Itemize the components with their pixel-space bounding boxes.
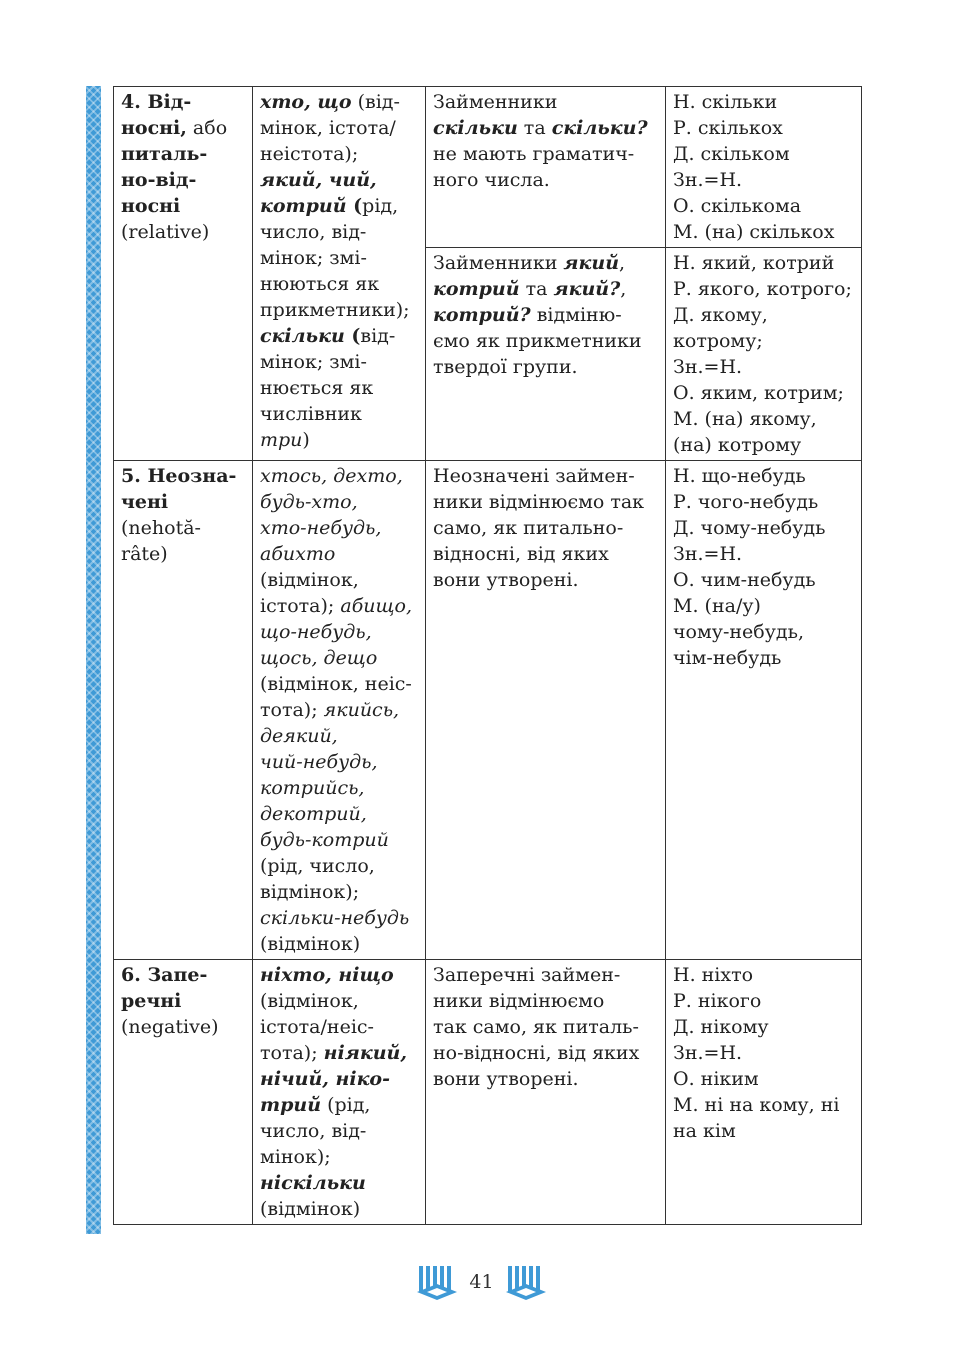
- text-run: (рід, число, відмінок);: [260, 855, 375, 903]
- table-row: [114, 461, 862, 960]
- declension-forms-cell: [666, 87, 862, 248]
- text-run: (відмінок): [260, 1198, 361, 1220]
- pronouns-cell: [253, 87, 426, 461]
- text-run: (від- мінок, істота/ неістота);: [260, 91, 400, 165]
- text-run: який, чий, котрий: [260, 169, 377, 217]
- text-run: питаль- но-від- носні: [121, 143, 208, 217]
- text-run: та: [517, 117, 552, 139]
- text-run: якийсь, деякий, чий-небудь, котрийсь, декотрий, будь-котрий: [260, 699, 400, 851]
- category-cell: [114, 461, 253, 960]
- text-run: хто, що: [260, 91, 352, 113]
- page-footer: [0, 1262, 963, 1302]
- table-row: [114, 960, 862, 1225]
- text-run: (nehotă- râte): [121, 517, 201, 565]
- pronoun-table: [113, 86, 862, 1225]
- pronouns-cell: [253, 461, 426, 960]
- category-cell: [114, 960, 253, 1225]
- text-run: Неозначені займен- ники відмінюємо так само, як питально- відносні, від яких вони утворені.: [433, 465, 645, 591]
- declension-forms-cell: [666, 461, 862, 960]
- text-run: абищо, що-небудь, щось, дещо: [260, 595, 413, 669]
- page-number: 41: [469, 1271, 494, 1293]
- text-run: (: [344, 325, 361, 347]
- declension-forms-cell: [666, 960, 862, 1225]
- text-run: Займенники: [433, 91, 558, 113]
- text-run: Н. що-небудь Р. чого-небудь Д. чому-небудь Зн.=Н. О. чим-небудь М. (на/у) чому-небудь, чім-небудь: [673, 465, 826, 669]
- text-run: ніскільки: [260, 1172, 366, 1194]
- embroidery-ornament-icon: [504, 1262, 548, 1302]
- text-run: (відмінок, істота/неіс- тота);: [260, 990, 374, 1064]
- note-cell: [426, 960, 666, 1225]
- text-run: або: [186, 117, 228, 139]
- text-run: скільки-небудь: [260, 907, 410, 929]
- text-run: ніякий, нічий, ніко- трий: [260, 1042, 407, 1116]
- table-row: [114, 87, 862, 248]
- decorative-side-stripe: [86, 86, 101, 1234]
- text-run: 5. Неозна- чені: [121, 465, 237, 513]
- text-run: ніхто, ніщо: [260, 964, 394, 986]
- text-run: 4. Від- носні,: [121, 91, 192, 139]
- text-run: рід, число, від- мінок; змі- нюються як прикметники);: [260, 195, 410, 321]
- text-run: Н. ніхто Р. нікого Д. нікому Зн.=Н. О. ніким М. ні на кому, ні на кім: [673, 964, 840, 1142]
- text-run: ,: [620, 278, 627, 300]
- text-run: від- мінок; змі- нюється як числівник: [260, 325, 396, 425]
- note-cell: [426, 248, 666, 461]
- text-run: Заперечні займен- ники відмінюємо так само, як питаль- но-відносні, від яких вони утворені.: [433, 964, 640, 1090]
- text-run: котрий?: [433, 304, 531, 326]
- text-run: та: [519, 278, 554, 300]
- text-run: (negative): [121, 1016, 219, 1038]
- text-run: (рід, число, від- мінок);: [260, 1094, 371, 1168]
- text-run: ,: [619, 252, 626, 274]
- text-run: (відмінок): [260, 933, 361, 955]
- text-run: ): [302, 429, 310, 451]
- text-run: не мають граматич- ного числа.: [433, 143, 635, 191]
- text-run: Н. який, котрий Р. якого, котрого; Д. якому, котрому; Зн.=Н. О. яким, котрим; М. (на) якому, (на) котрому: [673, 252, 852, 456]
- note-cell: [426, 461, 666, 960]
- text-run: три: [260, 429, 303, 451]
- note-cell: [426, 87, 666, 248]
- text-run: який?: [553, 278, 621, 300]
- text-run: котрий: [433, 278, 520, 300]
- text-run: хтось, дехто, будь-хто, хто-небудь, абихто: [260, 465, 403, 565]
- text-run: (відмінок, істота);: [260, 569, 359, 617]
- embroidery-ornament-icon: [415, 1262, 459, 1302]
- text-run: Н. скільки Р. скількох Д. скільком Зн.=Н. О. скількома М. (на) скількох: [673, 91, 835, 243]
- text-run: скільки: [260, 325, 345, 347]
- text-run: (relative): [121, 221, 210, 243]
- category-cell: [114, 87, 253, 461]
- text-run: (: [346, 195, 363, 217]
- pronouns-cell: [253, 960, 426, 1225]
- text-run: скільки?: [551, 117, 648, 139]
- text-run: відміню- ємо як прикметники твердої групи.: [433, 304, 642, 378]
- text-run: Займенники: [433, 252, 564, 274]
- text-run: 6. Запе- речні: [121, 964, 208, 1012]
- text-run: скільки: [433, 117, 518, 139]
- text-run: який: [563, 252, 620, 274]
- declension-forms-cell: [666, 248, 862, 461]
- text-run: (відмінок, неіс- тота);: [260, 673, 412, 721]
